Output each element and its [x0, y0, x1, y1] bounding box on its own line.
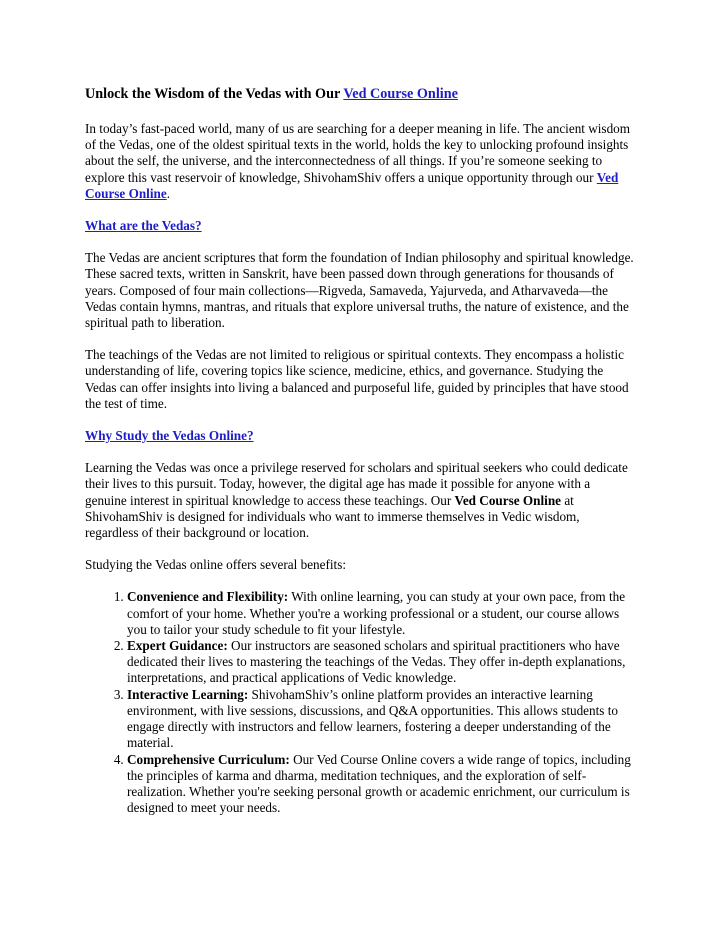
list-item: [127, 589, 635, 638]
section-heading-what-are-vedas: [85, 218, 635, 234]
section2-p1-bold: Ved Course Online: [454, 492, 562, 508]
intro-text: In today’s fast-paced world, many of us are searching for a deeper meaning in life. The ancient wisdom of the Vedas, one of the oldest spiritual texts in the world, holds the key to unlocking profound insights about the self, the universe, and the interconnectedness of all things. If you’re someone seeking to explore this vast reservoir of knowledge, ShivohamShiv offers a unique opportunity through our: [85, 121, 631, 185]
page-title-text: Unlock the Wisdom of the Vedas with Our: [85, 86, 344, 102]
what-are-vedas-link[interactable]: What are the Vedas?: [85, 218, 202, 234]
list-item: [127, 687, 635, 752]
benefit-title: Comprehensive Curriculum:: [127, 751, 290, 767]
section1-paragraph-2: The teachings of the Vedas are not limited to religious or spiritual contexts. They encompass a holistic understanding of life, covering topics like science, medicine, ethics, and governance. Studying the Vedas can offer insights into living a balanced and purposeful life, guided by principles that have stood the test of time.: [85, 347, 629, 411]
document-page: [85, 84, 635, 816]
section1-paragraph-1: The Vedas are ancient scriptures that form the foundation of Indian philosophy and spiritual knowledge. These sacred texts, written in Sanskrit, have been passed down through generations for thousands of years. Composed of four main collections—Rigveda, Samaveda, Yajurveda, and Atharvaveda—the Vedas contain hymns, mantras, and rituals that explore universal truths, the nature of existence, and the spiritual path to liberation.: [85, 250, 634, 331]
intro-paragraph: [85, 121, 635, 202]
benefit-title: Expert Guidance:: [127, 638, 228, 654]
benefit-text: Our Ved Course Online covers a wide range of topics, including the principles of karma and dharma, meditation techniques, and the exploration of self-realization. Whether you're seeking personal growth or academic enrichment, our curriculum is designed to meet your needs.: [127, 751, 631, 816]
section2-paragraph-2: Studying the Vedas online offers several benefits:: [85, 557, 347, 573]
why-study-link[interactable]: Why Study the Vedas Online?: [85, 428, 254, 444]
section2-p1-text-b: at ShivohamShiv is designed for individuals who want to immerse themselves in Vedic wisdom, regardless of their background or location.: [85, 492, 580, 541]
benefits-list: [85, 589, 635, 816]
intro-course-link[interactable]: Ved Course Online: [85, 169, 619, 201]
benefit-text: With online learning, you can study at your own pace, from the comfort of your home. Whether you're a working professional or a student, our course allows you to tailor your study schedule to fit your lifestyle.: [127, 589, 626, 637]
title-course-link[interactable]: Ved Course Online: [343, 86, 458, 102]
section-heading-why-study: [85, 428, 635, 444]
list-item: [127, 638, 635, 687]
benefit-title: Convenience and Flexibility:: [127, 589, 289, 605]
list-item: [127, 752, 635, 817]
benefit-text: ShivohamShiv’s online platform provides an interactive learning environment, with live sessions, discussions, and Q&A opportunities. This allows students to engage directly with instructors and fellow learners, fostering a deeper understanding of the material.: [127, 686, 618, 751]
benefit-title: Interactive Learning:: [127, 686, 249, 702]
benefit-text: Our instructors are seasoned scholars and spiritual practitioners who have dedicated their lives to mastering the teachings of the Vedas. They offer in-depth explanations, interpretations, and practical applications of Vedic knowledge.: [127, 638, 626, 686]
intro-suffix: .: [166, 185, 170, 201]
section2-p1-text-a: Learning the Vedas was once a privilege reserved for scholars and spiritual seekers who could dedicate their lives to this pursuit. Today, however, the digital age has made it possible for anyone with a genuine interest in spiritual knowledge to access these teachings. Our: [85, 460, 628, 508]
section2-paragraph-1: [85, 460, 635, 541]
page-title: [85, 84, 635, 104]
